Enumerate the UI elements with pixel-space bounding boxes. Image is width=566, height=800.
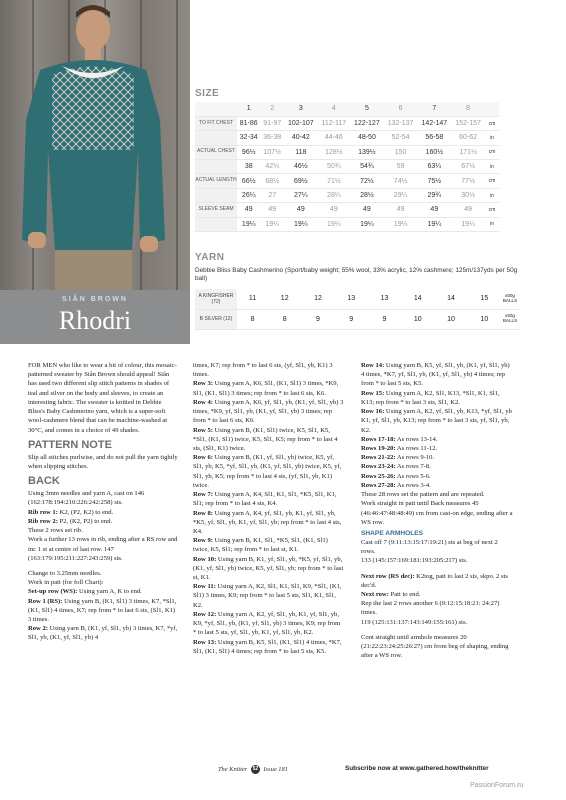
- size-row-label: [195, 217, 237, 231]
- size-row-label: TO FIT CHEST: [195, 116, 237, 130]
- size-cell: 52-54: [384, 131, 418, 145]
- size-cell: 5: [350, 102, 384, 116]
- instruction-line: Set-up row (WS): Using yarn A, K to end.: [28, 588, 142, 596]
- row-instructions: [193, 361, 345, 656]
- watermark: PassionForum.ru: [470, 782, 524, 789]
- size-cell: 2: [260, 102, 283, 116]
- shape-armholes-heading: SHAPE ARMHOLES: [361, 529, 424, 537]
- yarn-cell: 11: [237, 289, 268, 309]
- instruction-line: Next row (RS dec): K2tog, patt to last 2 sts, skpo. 2 sts dec'd.: [361, 572, 508, 589]
- size-unit: cm: [485, 145, 499, 159]
- instruction-line: Rib row 1: K2, (P2, K2) to end.: [28, 508, 114, 516]
- size-cell: 27: [260, 188, 283, 202]
- size-cell: 128½: [318, 145, 350, 159]
- size-row: [195, 116, 499, 130]
- size-cell: 29¼: [384, 188, 418, 202]
- instruction-line: times, K7; rep from * to last 6 sts, (yf, Sl1, yb, K1) 3 times.: [193, 362, 333, 379]
- yarn-cell: 8: [268, 309, 301, 329]
- instruction-line: Row 2: Using yarn B, (K1, yf, Sl1, yb) 3 times, K7, *yf, Sl1, yb, (K1, yf, Sl1, yb) 4: [28, 625, 178, 642]
- yarn-cell: 15: [468, 289, 501, 309]
- issue-number: Issue 181: [263, 765, 288, 773]
- instruction-line: 133 (145:157:169:181:193:205:217) sts.: [361, 557, 468, 565]
- yarn-table: [195, 289, 519, 330]
- size-cell: 75½: [417, 174, 451, 188]
- instruction-line: Rib row 2: P2, (K2, P2) to end.: [28, 517, 113, 525]
- size-row-label: [195, 131, 237, 145]
- size-cell: 69½: [284, 174, 318, 188]
- yarn-cell: 10: [468, 309, 501, 329]
- yarn-description: Debbie Bliss Baby Cashmerino (Sport/baby weight; 55% wool, 33% acrylic, 12% cashmere; 125m/137yds per 50g ball): [195, 267, 518, 283]
- instruction-line: These 2 rows set rib.: [28, 527, 83, 535]
- size-row: [195, 203, 499, 217]
- instruction-line: Rows 27-28: As rows 3-4.: [361, 481, 431, 489]
- pattern-note-heading: PATTERN NOTE: [28, 438, 112, 451]
- yarn-cell: 12: [301, 289, 334, 309]
- yarn-cell: 9: [368, 309, 401, 329]
- yarn-row-label: A KINGFISHER (72): [195, 289, 237, 309]
- instruction-line: Row 12: Using yarn A, K2, yf, Sl1, yb, K1, yf, Sl1, yb, K9, *yf, Sl1, yb, (K1, yf, Sl1, yb) 3 times, K9; rep from * to last 5 sts, yf, Sl1, yb, K1, yf, Sl1, yb, K2.: [193, 610, 341, 637]
- size-row: [195, 102, 499, 116]
- size-cell: 150: [384, 145, 418, 159]
- size-cell: 91-97: [260, 116, 283, 130]
- size-cell: 102-107: [284, 116, 318, 130]
- size-cell: 132-137: [384, 116, 418, 130]
- size-unit: in: [485, 131, 499, 145]
- size-cell: 40-42: [284, 131, 318, 145]
- instruction-line: Using 3mm needles and yarn A, cast on 146 (162:178:194:210:226:242:258) sts.: [28, 490, 145, 507]
- size-cell: 32-34: [237, 131, 260, 145]
- instruction-line: Work straight in patt until Back measures 45 (46:46:47:48:48:49) cm from cast-on edge, ending after a WS row.: [361, 500, 513, 526]
- instruction-line: Row 9: Using yarn B, K1, Sl1, *K5, Sl1, (K1, Sl1) twice, K5, Sl1; rep from * to last st, K1.: [193, 537, 328, 554]
- title-card: [0, 290, 190, 344]
- size-cell: 48-50: [350, 131, 384, 145]
- designer-name: SIÂN BROWN: [62, 296, 128, 303]
- yarn-cell: 14: [401, 289, 434, 309]
- size-cell: 107½: [260, 145, 283, 159]
- size-unit: in: [485, 188, 499, 202]
- size-row-label: ACTUAL LENGTH: [195, 174, 237, 188]
- footer-magazine: [218, 765, 288, 774]
- subscribe-link[interactable]: Subscribe now at www.gathered.how/theknitter: [345, 765, 489, 772]
- yarn-row-label: B SILVER (12): [195, 309, 237, 329]
- size-unit: cm: [485, 174, 499, 188]
- size-cell: 42¼: [260, 160, 283, 174]
- instruction-line: Rows 19-20: As rows 11-12.: [361, 444, 438, 452]
- size-unit: in: [485, 217, 499, 231]
- magazine-name: The Knitter: [218, 765, 248, 773]
- armhole-instructions: [361, 538, 513, 661]
- instruction-line: Cast off 7 (9:11:13:15:17:19:21) sts at beg of next 2 rows.: [361, 538, 498, 556]
- size-cell: 30½: [451, 188, 485, 202]
- instruction-line: Row 3: Using yarn A, K6, Sl1, (K1, Sl1) 3 times, *K9, Sl1, (K1, Sl1) 3 times; rep from * to last 6 sts, K6.: [193, 380, 339, 397]
- size-cell: 19¼: [384, 217, 418, 231]
- size-cell: 38: [237, 160, 260, 174]
- size-cell: 19¼: [451, 217, 485, 231]
- size-cell: 112-117: [318, 116, 350, 130]
- size-cell: 66½: [237, 174, 260, 188]
- instruction-line: Row 8: Using yarn A, K4, yf, Sl1, yb, K1, yf, Sl1, yb, *K5, yf, Sl1, yb, K1, yf, Sl1, yb; rep from * to last 4 sts, K4.: [193, 509, 342, 535]
- size-row: [195, 160, 499, 174]
- size-cell: 4: [318, 102, 350, 116]
- size-cell: 63¼: [417, 160, 451, 174]
- size-cell: 19¼: [237, 217, 260, 231]
- yarn-row: [195, 289, 519, 309]
- instruction-line: Row 1 (RS): Using yarn B, (K1, Sl1) 3 times, K7, *Sl1, (K1, Sl1) 4 times, K7; rep from * to last 6 sts, (Sl1, K1) 3 times.: [28, 597, 177, 624]
- size-cell: 49: [284, 203, 318, 217]
- instruction-line: Row 16: Using yarn A, K2, yf, Sl1, yb, K13, *yf, Sl1, yb K1, yf, Sl1, yb, K13; rep from * to last 3 sts, yf, Sl1, yb, K2.: [361, 408, 512, 434]
- size-cell: 81-86: [237, 116, 260, 130]
- size-row-label: ACTUAL CHEST: [195, 145, 237, 159]
- size-cell: 19¼: [284, 217, 318, 231]
- yarn-cell: 13: [335, 289, 368, 309]
- instruction-line: Change to 3.25mm needles.: [28, 569, 102, 577]
- intro-text: FOR MEN who like to wear a bit of colour, this mosaic-patterned sweater by Siân Brown should appeal! Siân has used two different slip stitch patterns in shades of teal and silver on the body and sleeves, to create an interesting fabric. The sweater is knitted in Debbie Bliss's Baby Cashmerino yarn, which is a super-soft wool-cashmere blend that can be machine-washed at 30°C, and comes in a choice of 49 shades.: [28, 362, 177, 434]
- yarn-unit: x50g BALLS: [501, 309, 519, 329]
- size-cell: 19¼: [260, 217, 283, 231]
- size-cell: 36-38: [260, 131, 283, 145]
- instruction-line: Row 11: Using yarn A, K2, Sl1, K1, Sl1, K9, *Sl1, (K1, Sl1) 3 times, K9; rep from * to last 5 sts, Sl1, K1, Sl1, K2.: [193, 583, 342, 609]
- size-cell: 26¼: [237, 188, 260, 202]
- instruction-line: Row 14: Using yarn B, K5, yf, Sl1, yb, (K1, yf, Sl1, yb) 4 times, *K7, yf, Sl1, yb, (K1, yf, Sl1, yb) 4 times; rep from * to last 5 sts, K5.: [361, 362, 510, 388]
- size-heading: SIZE: [195, 88, 220, 99]
- instruction-line: 119 (125:131:137:143:149:155:161) sts.: [361, 618, 468, 626]
- size-cell: 171½: [451, 145, 485, 159]
- size-row-label: [195, 160, 237, 174]
- instruction-line: Cont straight until armhole measures 20 (21:22:23:24:25:26:27) cm from beg of shaping, ending after a WS row.: [361, 633, 509, 660]
- size-cell: 139½: [350, 145, 384, 159]
- instruction-line: Row 10: Using yarn B, K1, yf, Sl1, yb, *K5, yf, Sl1, yb, (K1, yf, Sl1, yb) twice, K5, yf, Sl1, yb; rep from * to last st, K1.: [193, 555, 344, 582]
- size-cell: 19¼: [417, 217, 451, 231]
- size-cell: 56-58: [417, 131, 451, 145]
- size-unit: cm: [485, 116, 499, 130]
- size-unit: cm: [485, 203, 499, 217]
- size-row-label: [195, 188, 237, 202]
- size-cell: 160½: [417, 145, 451, 159]
- yarn-heading: YARN: [195, 252, 225, 263]
- size-cell: 74½: [384, 174, 418, 188]
- size-cell: 96½: [237, 145, 260, 159]
- size-cell: 7: [417, 102, 451, 116]
- size-row: [195, 217, 499, 231]
- instruction-line: These 28 rows set the pattern and are repeated.: [361, 491, 485, 499]
- size-cell: 142-147: [417, 116, 451, 130]
- back-instructions: [28, 489, 178, 643]
- row-instructions-cont: [361, 361, 513, 527]
- instruction-line: Row 4: Using yarn A, K6, yf, Sl1, yb, (K1, yf, Sl1, yb) 3 times, *K9, yf, Sl1, yb, (K1, yf, Sl1, yb) 3 times; rep from * to last 6 sts, K6.: [193, 398, 344, 425]
- size-cell: 27¼: [284, 188, 318, 202]
- back-heading: BACK: [28, 475, 60, 488]
- size-cell: 118: [284, 145, 318, 159]
- size-cell: 1: [237, 102, 260, 116]
- instruction-line: Row 7: Using yarn A, K4, Sl1, K1, Sl1, *K5, Sl1, K1, Sl1; rep from * to last 4 sts, K4.: [193, 491, 337, 508]
- yarn-row: [195, 309, 519, 329]
- model-illustration: [0, 0, 190, 290]
- size-cell: 28¼: [318, 188, 350, 202]
- size-cell: 19¼: [350, 217, 384, 231]
- size-cell: 77½: [451, 174, 485, 188]
- instruction-line: Rows 25-26: As rows 5-6.: [361, 472, 431, 480]
- column-2: [193, 361, 345, 656]
- size-cell: 28½: [350, 188, 384, 202]
- pattern-title: Rhodri: [58, 306, 132, 335]
- pattern-note-text: Slip all stitches purlwise, and do not pull the yarn tightly when slipping stitches.: [28, 453, 178, 470]
- size-cell: 71½: [318, 174, 350, 188]
- column-3: [361, 361, 513, 661]
- size-cell: 152-157: [451, 116, 485, 130]
- size-cell: 49: [451, 203, 485, 217]
- instruction-line: Rep the last 2 rows another 6 (9:12:15:18:21: 24:27) times.: [361, 600, 500, 617]
- size-cell: 6: [384, 102, 418, 116]
- size-cell: 49: [260, 203, 283, 217]
- page-number: 52: [252, 766, 259, 772]
- size-cell: 50¾: [318, 160, 350, 174]
- instruction-line: Work a further 13 rows in rib, ending after a RS row and inc 1 st at centre of last row. 147 (163:179:195:211:227:243:259) sts.: [28, 536, 178, 562]
- size-cell: 60-62: [451, 131, 485, 145]
- size-cell: 67½: [451, 160, 485, 174]
- instruction-line: Row 13: Using yarn B, K5, Sl1, (K1, Sl1) 4 times, *K7, Sl1, (K1, Sl1) 4 times; rep from * to last 5 sts, K5.: [193, 638, 342, 655]
- instruction-line: Row 5: Using yarn B, (K1, Sl1) twice, K5, Sl1, K5, *Sl1, (K1, Sl1) twice, K5, Sl1, K5; rep from * to last 4 sts, (Sl1, K1) twice.: [193, 426, 338, 452]
- yarn-unit: x50g BALLS: [501, 289, 519, 309]
- size-row: [195, 145, 499, 159]
- size-cell: 49: [417, 203, 451, 217]
- size-cell: 46½: [284, 160, 318, 174]
- instruction-line: Rows 21-22: As rows 9-10.: [361, 454, 435, 462]
- yarn-cell: 13: [368, 289, 401, 309]
- size-cell: 49: [237, 203, 260, 217]
- size-cell: 49: [318, 203, 350, 217]
- size-cell: 54¾: [350, 160, 384, 174]
- yarn-cell: 14: [434, 289, 467, 309]
- yarn-cell: 8: [237, 309, 268, 329]
- size-unit: [485, 102, 499, 116]
- yarn-cell: 9: [335, 309, 368, 329]
- sweater-photo: [0, 0, 190, 290]
- size-row: [195, 188, 499, 202]
- size-cell: 68½: [260, 174, 283, 188]
- size-cell: 3: [284, 102, 318, 116]
- size-cell: 72½: [350, 174, 384, 188]
- size-row-label: [195, 102, 237, 116]
- size-row: [195, 131, 499, 145]
- instruction-line: Work in patt (for foll Chart):: [28, 579, 104, 587]
- yarn-cell: 9: [301, 309, 334, 329]
- size-cell: 44-46: [318, 131, 350, 145]
- size-table: [195, 102, 499, 232]
- size-cell: 59: [384, 160, 418, 174]
- instruction-line: Row 6: Using yarn B, (K1, yf, Sl1, yb) twice, K5, yf, Sl1, yb, K5, *yf, Sl1, yb, (K1, yf, Sl1, yb) twice, K5, yf, Sl1, yb, K5; rep from * to last 4 sts, (yf, Sl1, yb, K1) twice.: [193, 454, 342, 489]
- yarn-cell: 10: [434, 309, 467, 329]
- size-cell: 8: [451, 102, 485, 116]
- instruction-line: Rows 23-24: As rows 7-8.: [361, 463, 431, 471]
- size-cell: 49: [384, 203, 418, 217]
- size-cell: 122-127: [350, 116, 384, 130]
- size-cell: 49: [350, 203, 384, 217]
- size-row: [195, 174, 499, 188]
- yarn-cell: 12: [268, 289, 301, 309]
- instruction-line: Row 15: Using yarn A, K2, Sl1, K13, *Sl1, K1, Sl1, K13; rep from * to last 3 sts, Sl1, K2.: [361, 389, 500, 406]
- size-row-label: SLEEVE SEAM: [195, 203, 237, 217]
- size-unit: in: [485, 160, 499, 174]
- column-1: [28, 361, 178, 643]
- yarn-cell: 10: [401, 309, 434, 329]
- size-cell: 19¼: [318, 217, 350, 231]
- instruction-line: Rows 17-18: As rows 13-14.: [361, 435, 438, 443]
- size-cell: 29¾: [417, 188, 451, 202]
- instruction-line: Next row: Patt to end.: [361, 591, 421, 599]
